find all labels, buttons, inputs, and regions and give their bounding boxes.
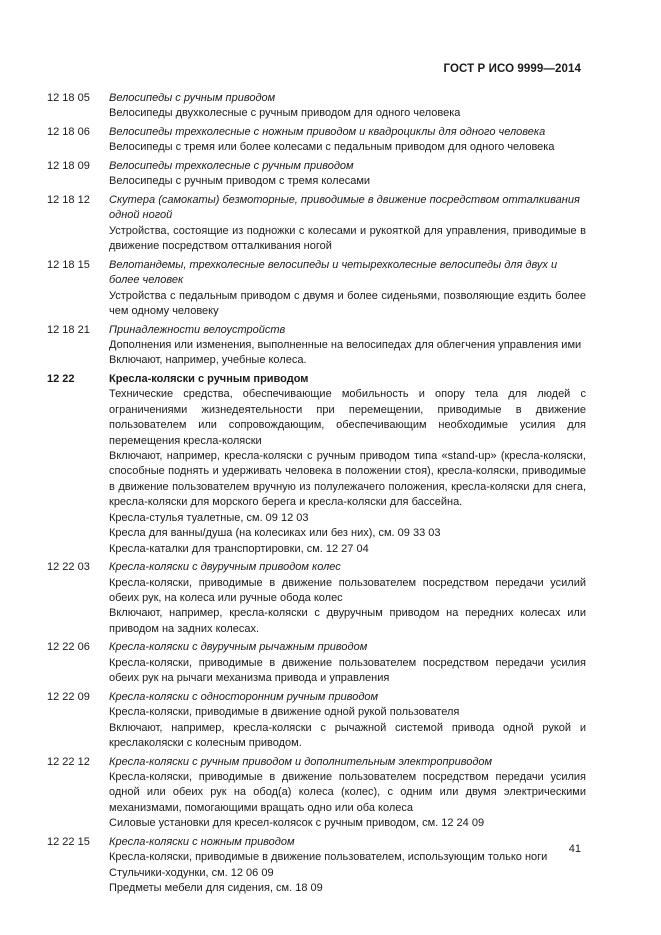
document-header: ГОСТ Р ИСО 9999—2014 — [443, 63, 581, 75]
entry-paragraph: Кресла-коляски, приводимые в движение пользователем посредством передачи усилия обеих рук на рычаги механизма привода и управления — [109, 656, 586, 685]
entry-body — [109, 193, 586, 255]
entry-paragraph: Стульчики-ходунки, см. 12 06 09 — [109, 866, 274, 879]
classification-entry — [47, 560, 586, 637]
entry-body — [109, 258, 586, 320]
classification-entry — [47, 193, 586, 255]
entry-body — [109, 159, 586, 190]
entry-body — [109, 560, 586, 637]
entry-code: 12 22 15 — [47, 835, 90, 848]
entry-body — [109, 372, 586, 557]
entry-paragraph: Велосипеды с ручным приводом с тремя колесами — [109, 175, 371, 188]
entry-code: 12 18 15 — [47, 258, 90, 271]
entry-title: Кресла-коляски с односторонним ручным приводом — [109, 690, 379, 703]
classification-entry — [47, 125, 586, 156]
classification-entry — [47, 640, 586, 686]
entry-paragraph: Велосипеды с тремя или более колесами с педальным приводом для одного человека — [109, 141, 555, 154]
entry-body — [109, 690, 586, 752]
entry-body — [109, 91, 586, 122]
entry-paragraph: Кресла-коляски, приводимые в движение пользователем посредством передачи усилий обеих рук, на колеса или ручные обода колес — [109, 576, 586, 604]
entry-paragraph: Устройства с педальным приводом с двумя и более сиденьями, позволяющие ездить более чем одному человеку — [109, 289, 586, 318]
entry-paragraph: Дополнения или изменения, выполненные на велосипедах для облегчения управления ими — [109, 339, 582, 352]
entry-paragraph: Включают, например, кресла-коляски с двуручным приводом на передних колесах или приводом на задних колесах. — [109, 607, 586, 635]
entry-code: 12 22 12 — [47, 755, 90, 768]
entry-title: Кресла-коляски с двуручным рычажным приводом — [109, 641, 368, 654]
entry-paragraph: Силовые установки для кресел-колясок с ручным приводом, см. 12 24 09 — [109, 817, 485, 830]
entry-paragraph: Кресла-коляски, приводимые в движение пользователем посредством передачи усилия одной или обеих рук на обод(а) колеса (колес), с одним или двумя электрическими механизмами, помогающими вращать одно или оба колеса — [109, 770, 586, 814]
entry-title: Скутера (самокаты) безмоторные, приводимые в движение посредством отталкивания одной ногой — [109, 194, 580, 222]
classification-entry — [47, 258, 586, 320]
entry-body — [109, 755, 586, 832]
entry-title: Принадлежности велоустройств — [109, 323, 286, 336]
classification-entry — [47, 159, 586, 190]
classification-list — [47, 91, 586, 900]
entry-paragraph: Устройства, состоящие из подножки с колесами и рукояткой для управления, приводимые в движение посредством отталкивания ногой — [109, 224, 586, 253]
page-number: 41 — [568, 843, 581, 855]
entry-title: Велосипеды трехколесные с ручным приводом — [109, 160, 354, 172]
entry-title: Велосипеды с ручным приводом — [109, 92, 276, 104]
entry-title: Кресла-коляски с ручным приводом — [109, 373, 309, 386]
entry-body — [109, 125, 586, 156]
entry-paragraph: Кресла-коляски, приводимые в движение пользователем, использующим только ноги — [109, 851, 548, 864]
entry-title: Велосипеды трехколесные с ножным приводом и квадроциклы для одного человека — [109, 126, 546, 138]
entry-paragraph: Включают, например, учебные колеса. — [109, 354, 307, 367]
entry-paragraph: Кресла для ванны/душа (на колесиках или без них), см. 09 33 03 — [109, 527, 441, 540]
classification-entry — [47, 91, 586, 122]
entry-title: Кресла-коляски с ручным приводом и дополнительным электроприводом — [109, 755, 493, 768]
entry-paragraph: Кресла-стулья туалетные, см. 09 12 03 — [109, 511, 309, 524]
entry-code: 12 22 — [47, 373, 75, 386]
entry-code: 12 22 03 — [47, 561, 90, 574]
entry-paragraph: Кресла-каталки для транспортировки, см. 12 27 04 — [109, 542, 369, 555]
entry-paragraph: Включают, например, кресла-коляски с ручным приводом типа «stand-up» (кресла-коляски, способные поднять и удерживать человека в положении стоя), кресла-коляски, приводимые в движение пользователем вручную из полулежачего положения, кресла-коляски для снега, кресла-коляски для морского берега и кресла-коляски для бассейна. — [109, 450, 586, 509]
entry-paragraph: Кресла-коляски, приводимые в движение одной рукой пользователя — [109, 706, 460, 719]
entry-title: Кресла-коляски с ножным приводом — [109, 835, 295, 848]
entry-paragraph: Предметы мебели для сидения, см. 18 09 — [109, 881, 323, 894]
entry-code: 12 18 05 — [47, 92, 90, 104]
entry-code: 12 18 21 — [47, 323, 90, 336]
classification-entry — [47, 690, 586, 752]
entry-code: 12 22 09 — [47, 690, 90, 703]
entry-code: 12 22 06 — [47, 641, 90, 654]
classification-entry — [47, 755, 586, 832]
entry-paragraph: Технические средства, обеспечивающие мобильность и опору тела для людей с ограничениями жизнедеятельности при перемещении, приводимые в движение пользователем или сопровождающим, обеспечивающим необходимые усилия для перемещения кресла-коляски — [109, 388, 586, 447]
classification-entry — [47, 372, 586, 557]
entry-paragraph: Включают, например, кресла-коляски с рычажной системой привода одной рукой и креслаколяски с колесным приводом. — [109, 721, 586, 749]
entry-paragraph: Велосипеды двухколесные с ручным приводом для одного человека — [109, 107, 461, 120]
entry-body — [109, 640, 586, 686]
entry-title: Кресла-коляски с двуручным приводом колес — [109, 561, 341, 574]
entry-body — [109, 835, 586, 897]
entry-code: 12 18 12 — [47, 194, 90, 206]
entry-code: 12 18 09 — [47, 160, 90, 172]
entry-code: 12 18 06 — [47, 126, 90, 138]
entry-title: Велотандемы, трехколесные велосипеды и четырехколесные велосипеды для двух и более человек — [109, 258, 558, 287]
classification-entry — [47, 323, 586, 369]
entry-body — [109, 323, 586, 369]
classification-entry — [47, 835, 586, 897]
